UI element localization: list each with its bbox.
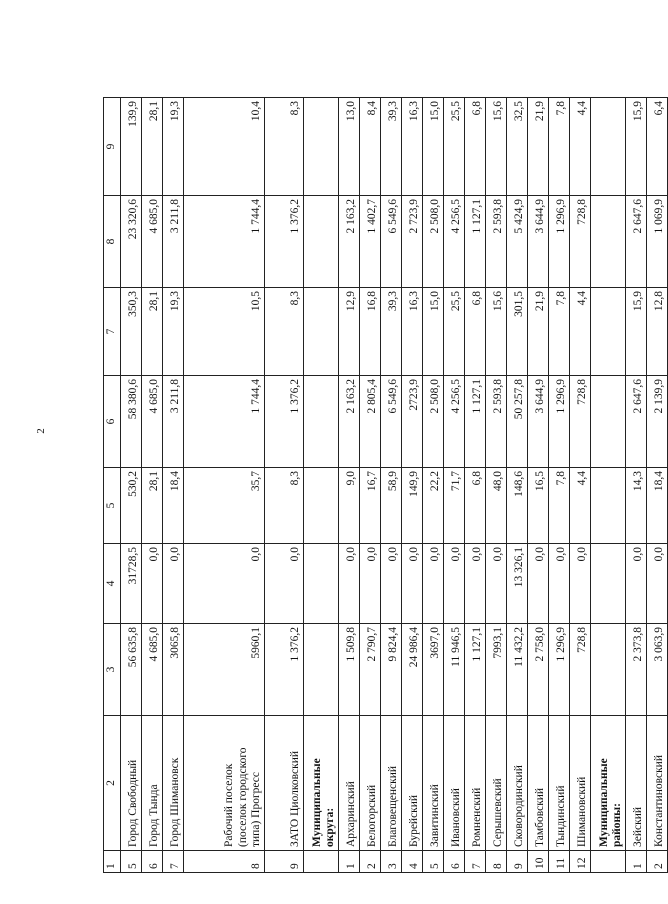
value-cell: 19,3 [163,98,184,196]
value-cell [591,288,626,376]
row-number-cell: 9 [265,851,304,873]
value-cell: 8,3 [265,98,304,196]
value-cell: 4 256,5 [444,196,465,288]
value-cell: 7,8 [549,468,570,544]
value-cell: 28,1 [142,98,163,196]
row-number-cell [304,851,339,873]
header-cell: 6 [104,376,121,468]
value-cell: 2 805,4 [360,376,381,468]
name-cell: Ивановский [444,716,465,851]
value-cell: 18,4 [163,468,184,544]
row-number-cell: 5 [121,851,142,873]
value-cell: 0,0 [570,544,591,624]
value-cell: 2 723,9 [402,196,423,288]
value-cell: 7,8 [549,288,570,376]
table-row [265,98,304,873]
budget-table [103,97,668,873]
value-cell: 15,6 [486,98,507,196]
value-cell: 8,4 [360,98,381,196]
value-cell [591,98,626,196]
value-cell: 8,3 [265,288,304,376]
value-cell: 16,8 [360,288,381,376]
name-cell: Город Свободный [121,716,142,851]
value-cell: 0,0 [626,544,647,624]
value-cell: 16,3 [402,288,423,376]
value-cell: 21,9 [528,98,549,196]
row-number-cell [591,851,626,873]
header-cell: 4 [104,544,121,624]
value-cell: 2 163,2 [339,376,360,468]
row-number-cell: 1 [626,851,647,873]
value-cell [304,196,339,288]
table-row [142,98,163,873]
value-cell: 6,8 [465,98,486,196]
value-cell: 2 139,9 [647,376,668,468]
value-cell: 4 685,0 [142,196,163,288]
value-cell: 350,3 [121,288,142,376]
rotated-table-container [103,98,665,873]
value-cell: 2 593,8 [486,196,507,288]
value-cell: 16,3 [402,98,423,196]
row-number-cell: 10 [528,851,549,873]
value-cell: 16,7 [360,468,381,544]
value-cell: 6 549,6 [381,196,402,288]
value-cell: 2 647,6 [626,196,647,288]
value-cell: 25,5 [444,288,465,376]
value-cell: 1 744,4 [184,196,265,288]
name-cell: Сковородинский [507,716,528,851]
value-cell: 4 256,5 [444,376,465,468]
value-cell: 15,9 [626,98,647,196]
value-cell: 15,6 [486,288,507,376]
value-cell: 0,0 [381,544,402,624]
value-cell: 56 635,8 [121,624,142,716]
name-cell: Шимановский [570,716,591,851]
header-cell: 9 [104,98,121,196]
value-cell: 1 296,9 [549,624,570,716]
value-cell: 6,8 [465,468,486,544]
name-cell: Бурейский [402,716,423,851]
table-row [528,98,549,873]
table-body [104,98,668,873]
value-cell: 14,3 [626,468,647,544]
value-cell: 1 376,2 [265,376,304,468]
value-cell: 10,4 [184,98,265,196]
value-cell: 15,0 [423,98,444,196]
value-cell: 0,0 [339,544,360,624]
table-row [402,98,423,873]
row-number-cell: 11 [549,851,570,873]
value-cell [591,376,626,468]
value-cell: 1 127,1 [465,196,486,288]
table-row [121,98,142,873]
value-cell [304,288,339,376]
value-cell [591,468,626,544]
row-number-cell: 6 [142,851,163,873]
row-number-cell: 1 [339,851,360,873]
value-cell: 11 432,2 [507,624,528,716]
value-cell: 15,0 [423,288,444,376]
value-cell: 149,9 [402,468,423,544]
value-cell: 0,0 [465,544,486,624]
value-cell: 1 402,7 [360,196,381,288]
name-cell: Серышевский [486,716,507,851]
value-cell: 148,6 [507,468,528,544]
value-cell: 71,7 [444,468,465,544]
table-row [549,98,570,873]
value-cell: 13 326,1 [507,544,528,624]
value-cell: 728,8 [570,196,591,288]
value-cell: 58,9 [381,468,402,544]
row-number-cell: 7 [163,851,184,873]
value-cell: 28,1 [142,288,163,376]
value-cell: 530,2 [121,468,142,544]
value-cell: 3697,0 [423,624,444,716]
value-cell: 6,4 [647,98,668,196]
name-cell: Ромненский [465,716,486,851]
table-row [486,98,507,873]
name-cell: ЗАТО Циолковский [265,716,304,851]
value-cell: 50 257,8 [507,376,528,468]
table-row [423,98,444,873]
header-cell: 1 [104,851,121,873]
page-number: 2 [34,428,47,434]
value-cell: 1 744,4 [184,376,265,468]
value-cell: 0,0 [423,544,444,624]
value-cell [304,98,339,196]
value-cell: 0,0 [486,544,507,624]
value-cell: 3 644,9 [528,376,549,468]
value-cell: 32,5 [507,98,528,196]
value-cell: 2 790,7 [360,624,381,716]
row-number-cell: 7 [465,851,486,873]
value-cell: 22,2 [423,468,444,544]
table-row [647,98,668,873]
value-cell: 1 069,9 [647,196,668,288]
value-cell: 3 644,9 [528,196,549,288]
name-cell: Зейский [626,716,647,851]
name-cell: Рабочий поселок (поселок городского типа) Прогресс [184,716,265,851]
name-cell: Благовещенский [381,716,402,851]
name-cell: Тамбовский [528,716,549,851]
value-cell: 5960,1 [184,624,265,716]
header-cell: 3 [104,624,121,716]
value-cell: 3 211,8 [163,196,184,288]
value-cell: 48,0 [486,468,507,544]
table-row [360,98,381,873]
value-cell: 1 296,9 [549,376,570,468]
value-cell: 3 063,9 [647,624,668,716]
value-cell: 6 549,6 [381,376,402,468]
header-cell: 7 [104,288,121,376]
value-cell: 19,3 [163,288,184,376]
value-cell: 39,3 [381,98,402,196]
value-cell [304,468,339,544]
section-title-cell: Муниципальные округа: [304,716,339,851]
value-cell: 31728,5 [121,544,142,624]
value-cell [304,544,339,624]
value-cell: 6,8 [465,288,486,376]
value-cell: 9,0 [339,468,360,544]
value-cell: 0,0 [549,544,570,624]
value-cell: 0,0 [402,544,423,624]
table-row [339,98,360,873]
header-cell: 5 [104,468,121,544]
table-row [444,98,465,873]
value-cell: 4,4 [570,98,591,196]
value-cell: 0,0 [184,544,265,624]
value-cell: 35,7 [184,468,265,544]
section-row [304,98,339,873]
value-cell: 4 685,0 [142,376,163,468]
value-cell: 1 127,1 [465,624,486,716]
header-cell: 8 [104,196,121,288]
table-row [570,98,591,873]
value-cell: 301,5 [507,288,528,376]
table-row [465,98,486,873]
value-cell: 21,9 [528,288,549,376]
value-cell: 2 593,8 [486,376,507,468]
value-cell: 2 508,0 [423,196,444,288]
value-cell: 0,0 [142,544,163,624]
table-row [507,98,528,873]
value-cell [304,376,339,468]
table-row [381,98,402,873]
table-row [163,98,184,873]
value-cell: 1 509,8 [339,624,360,716]
value-cell: 0,0 [528,544,549,624]
value-cell: 28,1 [142,468,163,544]
value-cell: 23 320,6 [121,196,142,288]
value-cell: 728,8 [570,376,591,468]
value-cell: 10,5 [184,288,265,376]
value-cell [591,544,626,624]
row-number-cell: 8 [486,851,507,873]
value-cell: 0,0 [360,544,381,624]
value-cell: 8,3 [265,468,304,544]
row-number-cell: 6 [444,851,465,873]
value-cell [591,624,626,716]
value-cell: 12,8 [647,288,668,376]
value-cell: 0,0 [647,544,668,624]
value-cell: 58 380,6 [121,376,142,468]
name-cell: Тындинский [549,716,570,851]
table-row [184,98,265,873]
section-row [591,98,626,873]
value-cell [304,624,339,716]
value-cell: 2723,9 [402,376,423,468]
value-cell: 4 685,0 [142,624,163,716]
value-cell: 2 758,0 [528,624,549,716]
value-cell: 25,5 [444,98,465,196]
header-cell: 2 [104,716,121,851]
name-cell: Завитинский [423,716,444,851]
value-cell [591,196,626,288]
value-cell: 18,4 [647,468,668,544]
value-cell: 2 373,8 [626,624,647,716]
value-cell: 11 946,5 [444,624,465,716]
row-number-cell: 3 [381,851,402,873]
value-cell: 24 986,4 [402,624,423,716]
row-number-cell: 8 [184,851,265,873]
header-row [104,98,121,873]
value-cell: 12,9 [339,288,360,376]
value-cell: 15,9 [626,288,647,376]
section-title-cell: Муниципальные районы: [591,716,626,851]
value-cell: 3 211,8 [163,376,184,468]
value-cell: 2 163,2 [339,196,360,288]
name-cell: Белогорский [360,716,381,851]
value-cell: 7,8 [549,98,570,196]
row-number-cell: 9 [507,851,528,873]
value-cell: 13,0 [339,98,360,196]
value-cell: 728,8 [570,624,591,716]
value-cell: 9 824,4 [381,624,402,716]
value-cell: 3065,8 [163,624,184,716]
row-number-cell: 2 [360,851,381,873]
value-cell: 0,0 [444,544,465,624]
value-cell: 39,3 [381,288,402,376]
name-cell: Город Тында [142,716,163,851]
table-row [626,98,647,873]
name-cell: Архаринский [339,716,360,851]
value-cell: 16,5 [528,468,549,544]
value-cell: 2 508,0 [423,376,444,468]
name-cell: Город Шимановск [163,716,184,851]
value-cell: 2 647,6 [626,376,647,468]
row-number-cell: 2 [647,851,668,873]
value-cell: 1 376,2 [265,196,304,288]
row-number-cell: 5 [423,851,444,873]
value-cell: 139,9 [121,98,142,196]
value-cell: 0,0 [163,544,184,624]
value-cell: 7993,1 [486,624,507,716]
value-cell: 4,4 [570,468,591,544]
value-cell: 4,4 [570,288,591,376]
value-cell: 5 424,9 [507,196,528,288]
value-cell: 1 296,9 [549,196,570,288]
row-number-cell: 4 [402,851,423,873]
name-cell: Константиновский [647,716,668,851]
value-cell: 0,0 [265,544,304,624]
value-cell: 1 376,2 [265,624,304,716]
row-number-cell: 12 [570,851,591,873]
value-cell: 1 127,1 [465,376,486,468]
